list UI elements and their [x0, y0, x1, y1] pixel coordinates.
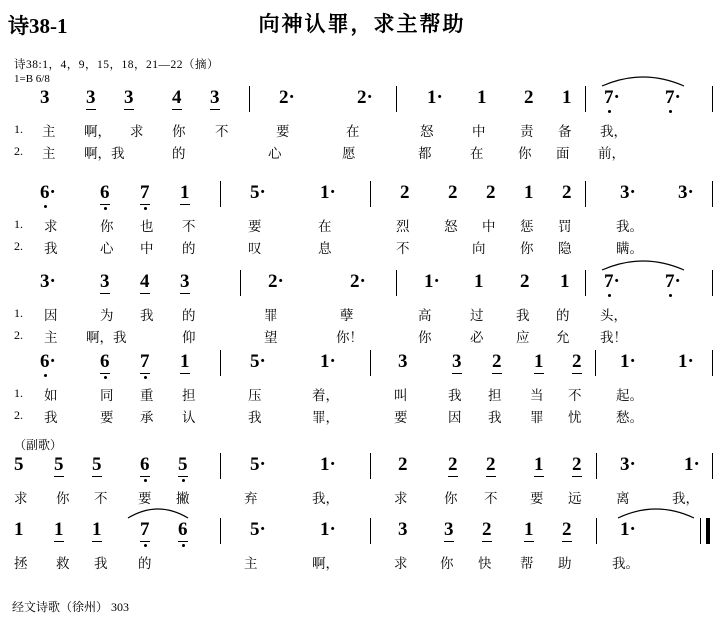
lyric-syllable: 我。	[616, 219, 643, 234]
octave-dot	[182, 479, 185, 482]
note: 7	[140, 182, 150, 203]
note: 1	[54, 519, 64, 540]
lyric-syllable: 在	[470, 146, 484, 161]
source-credit: 经文诗歌（徐州） 303	[12, 600, 130, 614]
lyric-syllable: 罪	[530, 410, 544, 425]
note: 6	[100, 351, 110, 372]
note: 1·	[424, 271, 440, 292]
lyric-syllable: 罚	[558, 219, 572, 234]
lyric-syllable: 求	[394, 491, 408, 506]
note: 1·	[427, 87, 443, 108]
note: 3	[398, 351, 408, 372]
lyric-syllable: 主	[42, 124, 56, 139]
note: 6	[140, 454, 150, 475]
lyric-syllable: 我	[448, 388, 462, 403]
page-title: 向神认罪，求主帮助	[258, 12, 466, 36]
verse-number: 2.	[14, 408, 23, 422]
lyric-syllable: 啊，我	[84, 146, 125, 161]
hymn-number: 诗38-1	[8, 14, 68, 38]
note: 2	[398, 454, 408, 475]
lyric-syllable: 的	[182, 241, 196, 256]
barline	[712, 453, 713, 479]
lyric-syllable: 的	[182, 308, 196, 323]
lyric-syllable: 撇	[176, 491, 190, 506]
barline	[396, 270, 397, 296]
octave-dot	[104, 376, 107, 379]
verse-number: 1.	[14, 217, 23, 231]
octave-dot	[144, 376, 147, 379]
lyric-syllable: 高	[418, 308, 432, 323]
note: 3	[452, 351, 462, 372]
note: 2	[492, 351, 502, 372]
key-and-meter: 1=B 6/8	[14, 73, 50, 85]
lyric-syllable: 远	[568, 491, 582, 506]
note: 4	[140, 271, 150, 292]
octave-dot	[182, 544, 185, 547]
note: 3	[124, 87, 134, 108]
lyric-syllable: 要	[248, 219, 262, 234]
barline	[370, 350, 371, 376]
lyric-syllable: 的	[556, 308, 570, 323]
lyric-syllable: 我，	[672, 491, 699, 506]
lyric-syllable: 你	[518, 146, 532, 161]
note: 5·	[250, 182, 266, 203]
note: 2·	[357, 87, 373, 108]
lyric-syllable: 主	[44, 330, 58, 345]
lyric-syllable: 必	[470, 330, 484, 345]
note: 1	[524, 519, 534, 540]
lyric-syllable: 应	[516, 330, 530, 345]
chorus-label: （副歌）	[14, 438, 63, 452]
verse-number: 1.	[14, 306, 23, 320]
note: 6	[100, 182, 110, 203]
note: 5	[178, 454, 188, 475]
note: 1	[92, 519, 102, 540]
lyric-syllable: 在	[318, 219, 332, 234]
barline	[712, 350, 713, 376]
lyric-syllable: 要	[394, 410, 408, 425]
lyric-syllable: 如	[44, 388, 58, 403]
lyric-syllable: 中	[472, 124, 486, 139]
barline	[595, 350, 596, 376]
lyric-syllable: 允	[556, 330, 570, 345]
barline	[370, 453, 371, 479]
note: 5	[92, 454, 102, 475]
note: 7·	[665, 87, 681, 108]
octave-dot	[104, 207, 107, 210]
note: 1·	[320, 351, 336, 372]
lyric-syllable: 你	[440, 556, 454, 571]
barline	[370, 181, 371, 207]
note: 1·	[684, 454, 700, 475]
note: 5	[54, 454, 64, 475]
lyric-syllable: 主	[42, 146, 56, 161]
note: 3	[444, 519, 454, 540]
slur-arc	[126, 504, 190, 520]
lyric-syllable: 中	[140, 241, 154, 256]
lyric-syllable: 忧	[568, 410, 582, 425]
note: 1·	[620, 519, 636, 540]
lyric-syllable: 我	[140, 308, 154, 323]
note: 1	[534, 454, 544, 475]
note: 5·	[250, 519, 266, 540]
note: 2·	[268, 271, 284, 292]
slur-arc	[600, 256, 686, 272]
octave-dot	[144, 479, 147, 482]
lyric-syllable: 我，	[600, 124, 627, 139]
lyric-syllable: 求	[44, 219, 58, 234]
lyric-syllable: 过	[470, 308, 484, 323]
lyric-syllable: 我，	[312, 491, 339, 506]
lyric-syllable: 担	[182, 388, 196, 403]
final-barline-thin	[700, 518, 701, 544]
lyric-syllable: 我	[44, 410, 58, 425]
lyric-syllable: 你	[520, 241, 534, 256]
lyric-syllable: 隐	[558, 241, 572, 256]
note: 1	[560, 271, 570, 292]
note: 1·	[620, 351, 636, 372]
lyric-syllable: 重	[140, 388, 154, 403]
lyric-syllable: 的	[172, 146, 186, 161]
octave-dot	[144, 207, 147, 210]
lyric-syllable: 起。	[616, 388, 643, 403]
lyric-syllable: 啊，我	[86, 330, 127, 345]
lyric-syllable: 啊，	[84, 124, 111, 139]
note: 2	[572, 351, 582, 372]
lyric-syllable: 备	[558, 124, 572, 139]
lyric-syllable: 的	[138, 556, 152, 571]
lyric-syllable: 我	[248, 410, 262, 425]
note: 2	[486, 454, 496, 475]
lyric-syllable: 因	[448, 410, 462, 425]
note: 1·	[320, 519, 336, 540]
lyric-syllable: 都	[418, 146, 432, 161]
lyric-syllable: 我	[516, 308, 530, 323]
lyric-syllable: 息	[318, 241, 332, 256]
octave-dot	[669, 110, 672, 113]
lyric-syllable: 着，	[312, 388, 339, 403]
lyric-syllable: 孽	[340, 308, 354, 323]
lyric-syllable: 瞒。	[616, 241, 643, 256]
lyric-syllable: 因	[44, 308, 58, 323]
lyric-syllable: 叫	[394, 388, 408, 403]
lyric-syllable: 帮	[520, 556, 534, 571]
lyric-syllable: 心	[268, 146, 282, 161]
lyric-syllable: 仰	[182, 330, 196, 345]
lyric-syllable: 望	[264, 330, 278, 345]
barline	[585, 270, 586, 296]
lyric-syllable: 不	[568, 388, 582, 403]
note: 1	[180, 351, 190, 372]
verse-number: 2.	[14, 144, 23, 158]
octave-dot	[144, 544, 147, 547]
lyric-syllable: 愁。	[616, 410, 643, 425]
barline	[370, 518, 371, 544]
barline	[220, 181, 221, 207]
barline	[220, 453, 221, 479]
lyric-syllable: 我	[488, 410, 502, 425]
verse-number: 2.	[14, 239, 23, 253]
lyric-syllable: 承	[140, 410, 154, 425]
note: 1	[180, 182, 190, 203]
note: 5	[14, 454, 24, 475]
note: 2	[562, 519, 572, 540]
note: 1	[524, 182, 534, 203]
barline	[585, 86, 586, 112]
lyric-syllable: 不	[215, 124, 229, 139]
lyric-syllable: 罪	[264, 308, 278, 323]
barline	[712, 86, 713, 112]
note: 2·	[279, 87, 295, 108]
note: 3	[180, 271, 190, 292]
lyric-syllable: 在	[346, 124, 360, 139]
note: 3·	[678, 182, 694, 203]
lyric-syllable: 怒	[420, 124, 434, 139]
barline	[585, 181, 586, 207]
note: 2	[520, 271, 530, 292]
note: 2	[524, 87, 534, 108]
lyric-syllable: 烈	[396, 219, 410, 234]
note: 2	[448, 182, 458, 203]
barline	[220, 350, 221, 376]
lyric-syllable: 离	[616, 491, 630, 506]
lyric-syllable: 同	[100, 388, 114, 403]
note: 2·	[350, 271, 366, 292]
note: 1	[562, 87, 572, 108]
lyric-syllable: 不	[484, 491, 498, 506]
lyric-syllable: 要	[138, 491, 152, 506]
lyric-syllable: 求	[14, 491, 28, 506]
verse-number: 1.	[14, 386, 23, 400]
lyric-syllable: 不	[182, 219, 196, 234]
barline	[596, 518, 597, 544]
lyric-syllable: 你	[444, 491, 458, 506]
note: 7·	[604, 271, 620, 292]
octave-dot	[608, 110, 611, 113]
note: 4	[172, 87, 182, 108]
lyric-syllable: 也	[140, 219, 154, 234]
lyric-syllable: 求	[394, 556, 408, 571]
barline	[712, 270, 713, 296]
lyric-syllable: 你！	[336, 330, 363, 345]
lyric-syllable: 要	[276, 124, 290, 139]
note: 1·	[678, 351, 694, 372]
lyric-syllable: 求	[130, 124, 144, 139]
note: 7·	[665, 271, 681, 292]
lyric-syllable: 救	[56, 556, 70, 571]
note: 7	[140, 351, 150, 372]
lyric-syllable: 主	[244, 556, 258, 571]
lyric-syllable: 要	[530, 491, 544, 506]
note: 3·	[620, 182, 636, 203]
lyric-syllable: 心	[100, 241, 114, 256]
lyric-syllable: 怒	[444, 219, 458, 234]
lyric-syllable: 压	[248, 388, 262, 403]
note: 6	[178, 519, 188, 540]
lyric-syllable: 头，	[600, 308, 627, 323]
lyric-syllable: 拯	[14, 556, 28, 571]
lyric-syllable: 我	[94, 556, 108, 571]
lyric-syllable: 担	[488, 388, 502, 403]
note: 7	[140, 519, 150, 540]
slur-arc	[616, 504, 696, 520]
note: 6·	[40, 351, 56, 372]
note: 2	[572, 454, 582, 475]
barline	[220, 518, 221, 544]
note: 6·	[40, 182, 56, 203]
lyric-syllable: 前，	[598, 146, 625, 161]
note: 2	[562, 182, 572, 203]
lyric-syllable: 啊，	[312, 556, 339, 571]
lyric-syllable: 向	[472, 241, 486, 256]
lyric-syllable: 我！	[600, 330, 627, 345]
note: 2	[400, 182, 410, 203]
lyric-syllable: 愿	[342, 146, 356, 161]
octave-dot	[608, 294, 611, 297]
lyric-syllable: 你	[100, 219, 114, 234]
barline	[396, 86, 397, 112]
lyric-syllable: 当	[530, 388, 544, 403]
note: 5·	[250, 454, 266, 475]
lyric-syllable: 你	[418, 330, 432, 345]
lyric-syllable: 认	[182, 410, 196, 425]
slur-arc	[600, 72, 686, 88]
note: 1	[14, 519, 24, 540]
lyric-syllable: 要	[100, 410, 114, 425]
final-barline-thick	[706, 518, 710, 544]
note: 3	[40, 87, 50, 108]
note: 1	[477, 87, 487, 108]
lyric-syllable: 我。	[612, 556, 639, 571]
verse-number: 1.	[14, 122, 23, 136]
note: 2	[486, 182, 496, 203]
octave-dot	[669, 294, 672, 297]
octave-dot	[44, 374, 47, 377]
note: 3	[398, 519, 408, 540]
lyric-syllable: 惩	[520, 219, 534, 234]
note: 1·	[320, 454, 336, 475]
lyric-syllable: 叹	[248, 241, 262, 256]
lyric-syllable: 面	[556, 146, 570, 161]
octave-dot	[44, 205, 47, 208]
lyric-syllable: 中	[482, 219, 496, 234]
lyric-syllable: 助	[558, 556, 572, 571]
lyric-syllable: 责	[520, 124, 534, 139]
note: 5·	[250, 351, 266, 372]
note: 1	[474, 271, 484, 292]
lyric-syllable: 弃	[244, 491, 258, 506]
lyric-syllable: 你	[172, 124, 186, 139]
note: 3·	[40, 271, 56, 292]
note: 1·	[320, 182, 336, 203]
note: 3	[86, 87, 96, 108]
lyric-syllable: 快	[478, 556, 492, 571]
note: 2	[482, 519, 492, 540]
lyric-syllable: 你	[56, 491, 70, 506]
note: 3	[210, 87, 220, 108]
verse-number: 2.	[14, 328, 23, 342]
note: 2	[448, 454, 458, 475]
lyric-syllable: 罪，	[312, 410, 339, 425]
barline	[240, 270, 241, 296]
lyric-syllable: 为	[100, 308, 114, 323]
barline	[712, 181, 713, 207]
note: 3	[100, 271, 110, 292]
barline	[596, 453, 597, 479]
lyric-syllable: 不	[396, 241, 410, 256]
note: 7·	[604, 87, 620, 108]
note: 1	[534, 351, 544, 372]
note: 3·	[620, 454, 636, 475]
lyric-syllable: 我	[44, 241, 58, 256]
lyric-syllable: 不	[94, 491, 108, 506]
scripture-reference: 诗38:1，4，9，15，18，21—22（摘）	[14, 59, 219, 71]
barline	[249, 86, 250, 112]
